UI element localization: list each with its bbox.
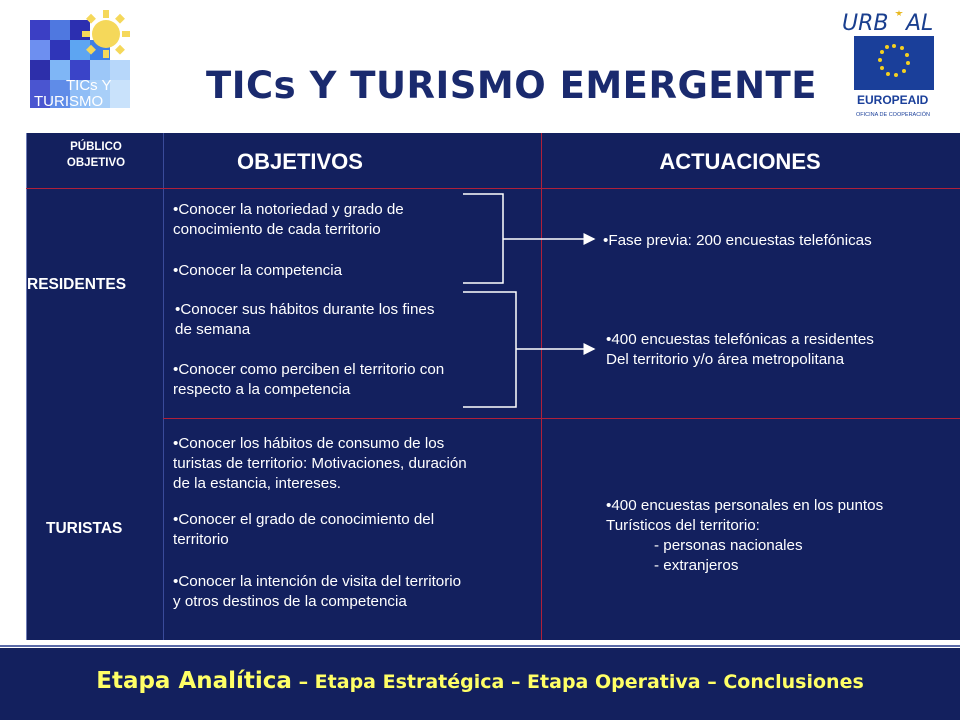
col-header-publico-line1: PÚBLICO <box>70 141 122 153</box>
actuacion-line: Del territorio y/o área metropolitana <box>606 351 845 368</box>
objetivo-line: •Conocer sus hábitos durante los fines <box>175 301 435 318</box>
objetivo-line: de la estancia, intereses. <box>173 475 342 492</box>
footer-divider <box>0 645 960 647</box>
actuacion-line: •400 encuestas telefónicas a residentes <box>606 331 874 348</box>
objetivo-line: •Conocer como perciben el territorio con <box>173 361 445 378</box>
other-stages-label: – Etapa Estratégica – Etapa Operativa – Conclusiones <box>291 671 864 693</box>
bracket-2 <box>463 292 516 407</box>
page-title: TICs Y TURISMO EMERGENTE <box>206 64 818 107</box>
objetivo-line: y otros destinos de la competencia <box>173 593 407 610</box>
urbal-brand: URB <box>842 11 889 36</box>
tics-logo-line2: TURISMO <box>34 93 104 110</box>
objetivo-line: conocimiento de cada territorio <box>173 221 381 238</box>
actuacion-line: •Fase previa: 200 encuestas telefónicas <box>603 232 872 249</box>
actuacion-line: - personas nacionales <box>654 537 803 554</box>
actuacion-line: •400 encuestas personales en los puntos <box>606 497 884 514</box>
oficina-label: OFICINA DE COOPERACIÓN <box>856 112 930 118</box>
current-stage-label: Etapa Analítica <box>96 668 292 694</box>
col-header-actuaciones: ACTUACIONES <box>659 149 821 174</box>
tics-logo-line1: TICs Y <box>66 77 112 94</box>
objetivo-line: turistas de territorio: Motivaciones, duración <box>173 455 467 472</box>
actuacion-line: Turísticos del territorio: <box>606 517 760 534</box>
col-header-publico-line2: OBJETIVO <box>66 157 126 169</box>
actuacion-line: - extranjeros <box>654 557 739 574</box>
objetivo-line: •Conocer la notoriedad y grado de <box>173 201 404 218</box>
urbal-brand-2: AL <box>906 11 934 36</box>
objetivo-line: •Conocer el grado de conocimiento del <box>173 511 435 528</box>
objetivo-line: respecto a la competencia <box>173 381 351 398</box>
objetivo-line: territorio <box>173 531 229 548</box>
col-header-objetivos: OBJETIVOS <box>237 149 363 174</box>
row-label-residentes: RESIDENTES <box>27 276 127 293</box>
stage-navigation <box>0 668 960 694</box>
bracket-1 <box>463 194 503 283</box>
row-label-turistas: TURISTAS <box>46 520 123 537</box>
objetivo-line: •Conocer la intención de visita del territorio <box>173 573 462 590</box>
objetivo-line: de semana <box>175 321 251 338</box>
europeaid-label: EUROPEAID <box>857 93 929 107</box>
objetivo-line: •Conocer la competencia <box>173 262 343 279</box>
objetivo-line: •Conocer los hábitos de consumo de los <box>173 435 445 452</box>
